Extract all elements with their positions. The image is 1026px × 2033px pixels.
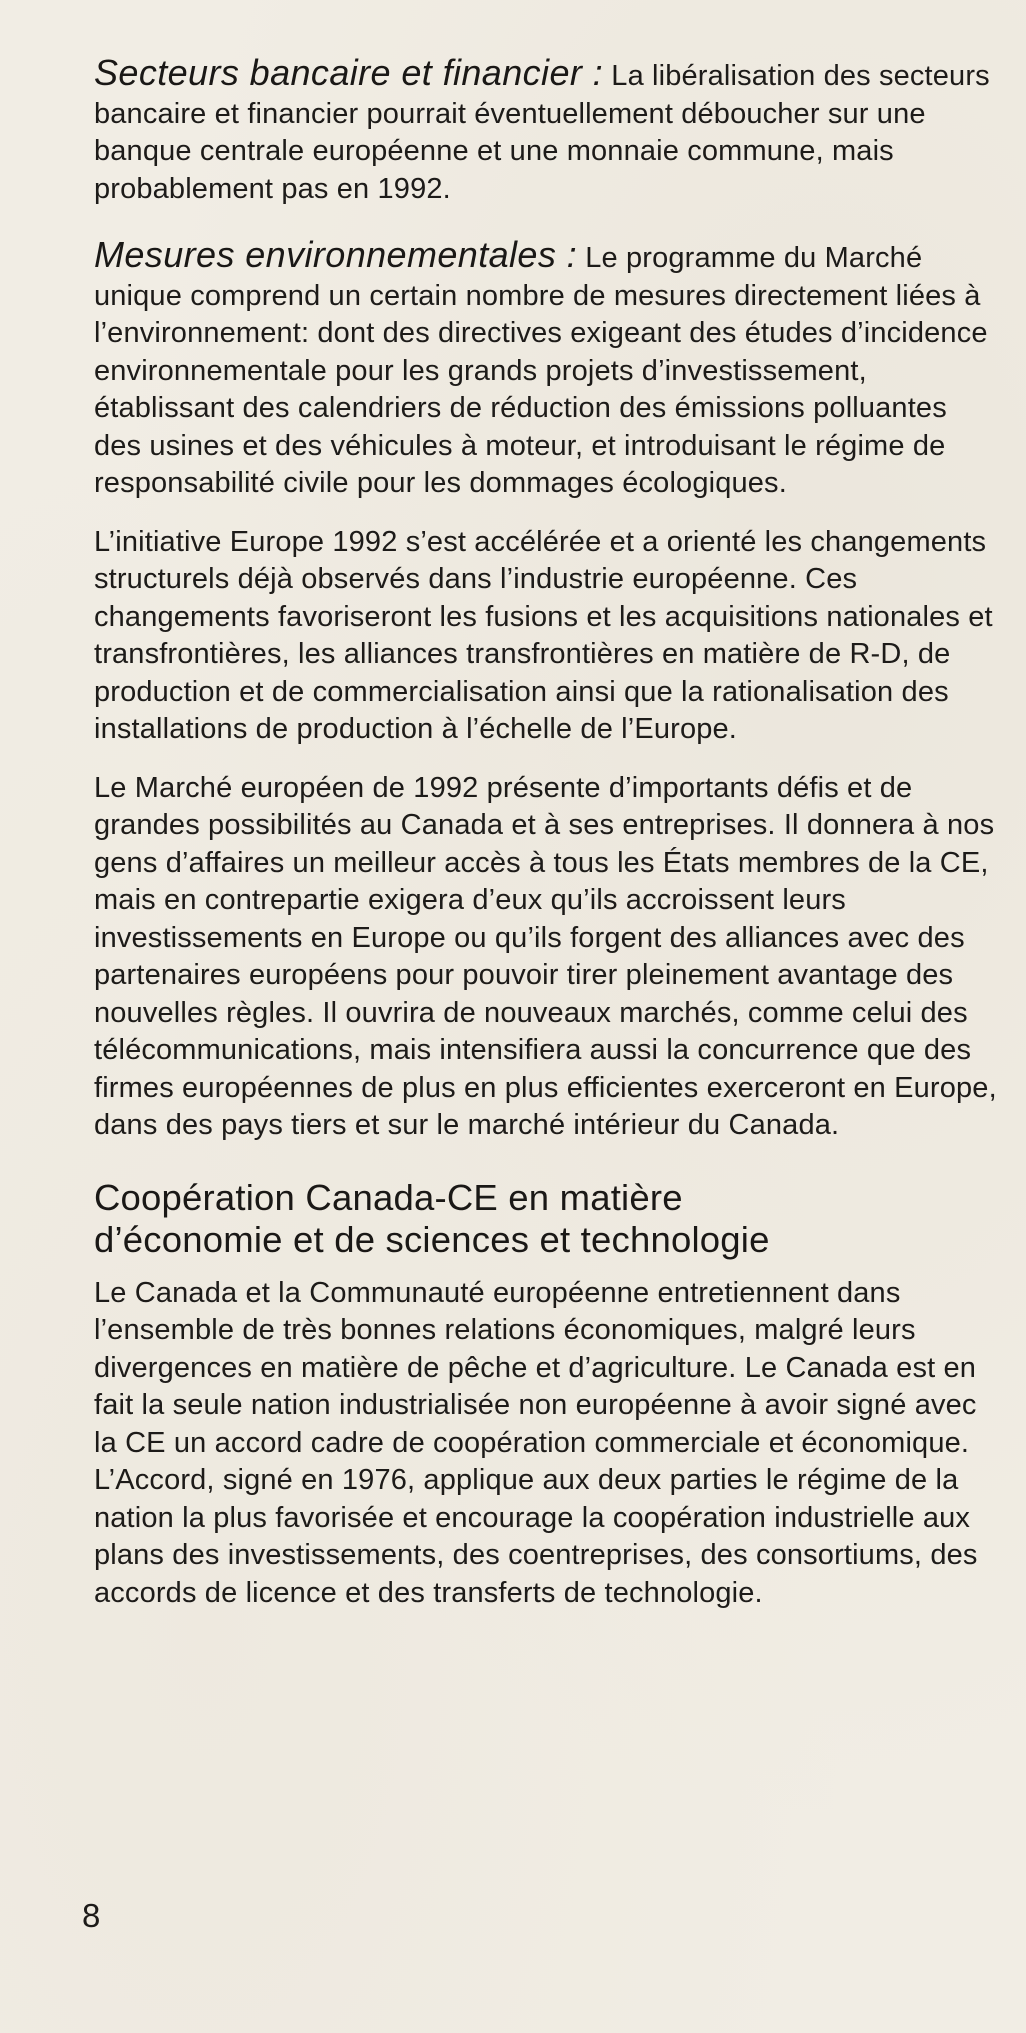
paragraph-canada-ec-relations xyxy=(94,1275,998,1613)
paragraph-text: Le Canada et la Communauté européenne entretiennent dans l’ensemble de très bonnes relations économiques, malgré leurs divergences en matière de pêche et d’agriculture. Le Canada est en fait la seule nation industrialisée non européenne à avoir signé avec la CE un accord cadre de coopération commerciale et économique. L’Accord, signé en 1976, applique aux deux parties le régime de la nation la plus favorisée et encourage la coopération industrielle aux plans des investissements, des coentreprises, des consortiums, des accords de licence et des transferts de technologie. xyxy=(94,1276,978,1609)
paragraph-environment xyxy=(94,236,998,503)
section-heading-line: Coopération Canada-CE en matière xyxy=(94,1176,683,1218)
page-content xyxy=(94,54,998,1633)
paragraph-european-market xyxy=(94,770,998,1145)
paragraph-europe-1992-initiative xyxy=(94,524,998,749)
paragraph-text: Le programme du Marché unique comprend un certain nombre de mesures directement liées à l’environnement: dont des directives exigeant des études d’incidence environnementale pour les grands projets d’investissement, établissant des calendriers de réduction des émissions polluantes des usines et des véhicules à moteur, et introduisant le régime de responsabilité civile pour les dommages écologiques. xyxy=(94,242,988,499)
paragraph-text: La libéralisation des secteurs bancaire et financier pourrait éventuellement déboucher sur une banque centrale européenne et une monnaie commune, mais probablement pas en 1992. xyxy=(94,60,990,205)
paragraph-lead: Mesures environnementales : xyxy=(94,234,578,275)
paragraph-text: Le Marché européen de 1992 présente d’importants défis et de grandes possibilités au Canada et à ses entreprises. Il donnera à nos gens d’affaires un meilleur accès à tous les États membres de la CE, mais en contrepartie exigera d’eux qu’ils accroissent leurs investissements en Europe ou qu’ils forgent des alliances avec des partenaires européens pour pouvoir tirer pleinement avantage des nouvelles règles. Il ouvrira de nouveaux marchés, comme celui des télécommunications, mais intensifiera aussi la concurrence que des firmes européennes de plus en plus efficientes exerceront en Europe, dans des pays tiers et sur le marché intérieur du Canada. xyxy=(94,771,997,1141)
paragraph-banking xyxy=(94,54,998,208)
page-number: 8 xyxy=(82,1897,101,1934)
section-heading-line: d’économie et de sciences et technologie xyxy=(94,1218,770,1260)
paragraph-text: L’initiative Europe 1992 s’est accélérée et a orienté les changements structurels déjà observés dans l’industrie européenne. Ces changements favoriseront les fusions et les acquisitions nationales et transfrontières, les alliances transfrontières en matière de R-D, de production et de commercialisation ainsi que la rationalisation des installations de production à l’échelle de l’Europe. xyxy=(94,525,993,745)
paragraph-lead: Secteurs bancaire et financier : xyxy=(94,52,604,93)
section-heading xyxy=(94,1177,998,1261)
